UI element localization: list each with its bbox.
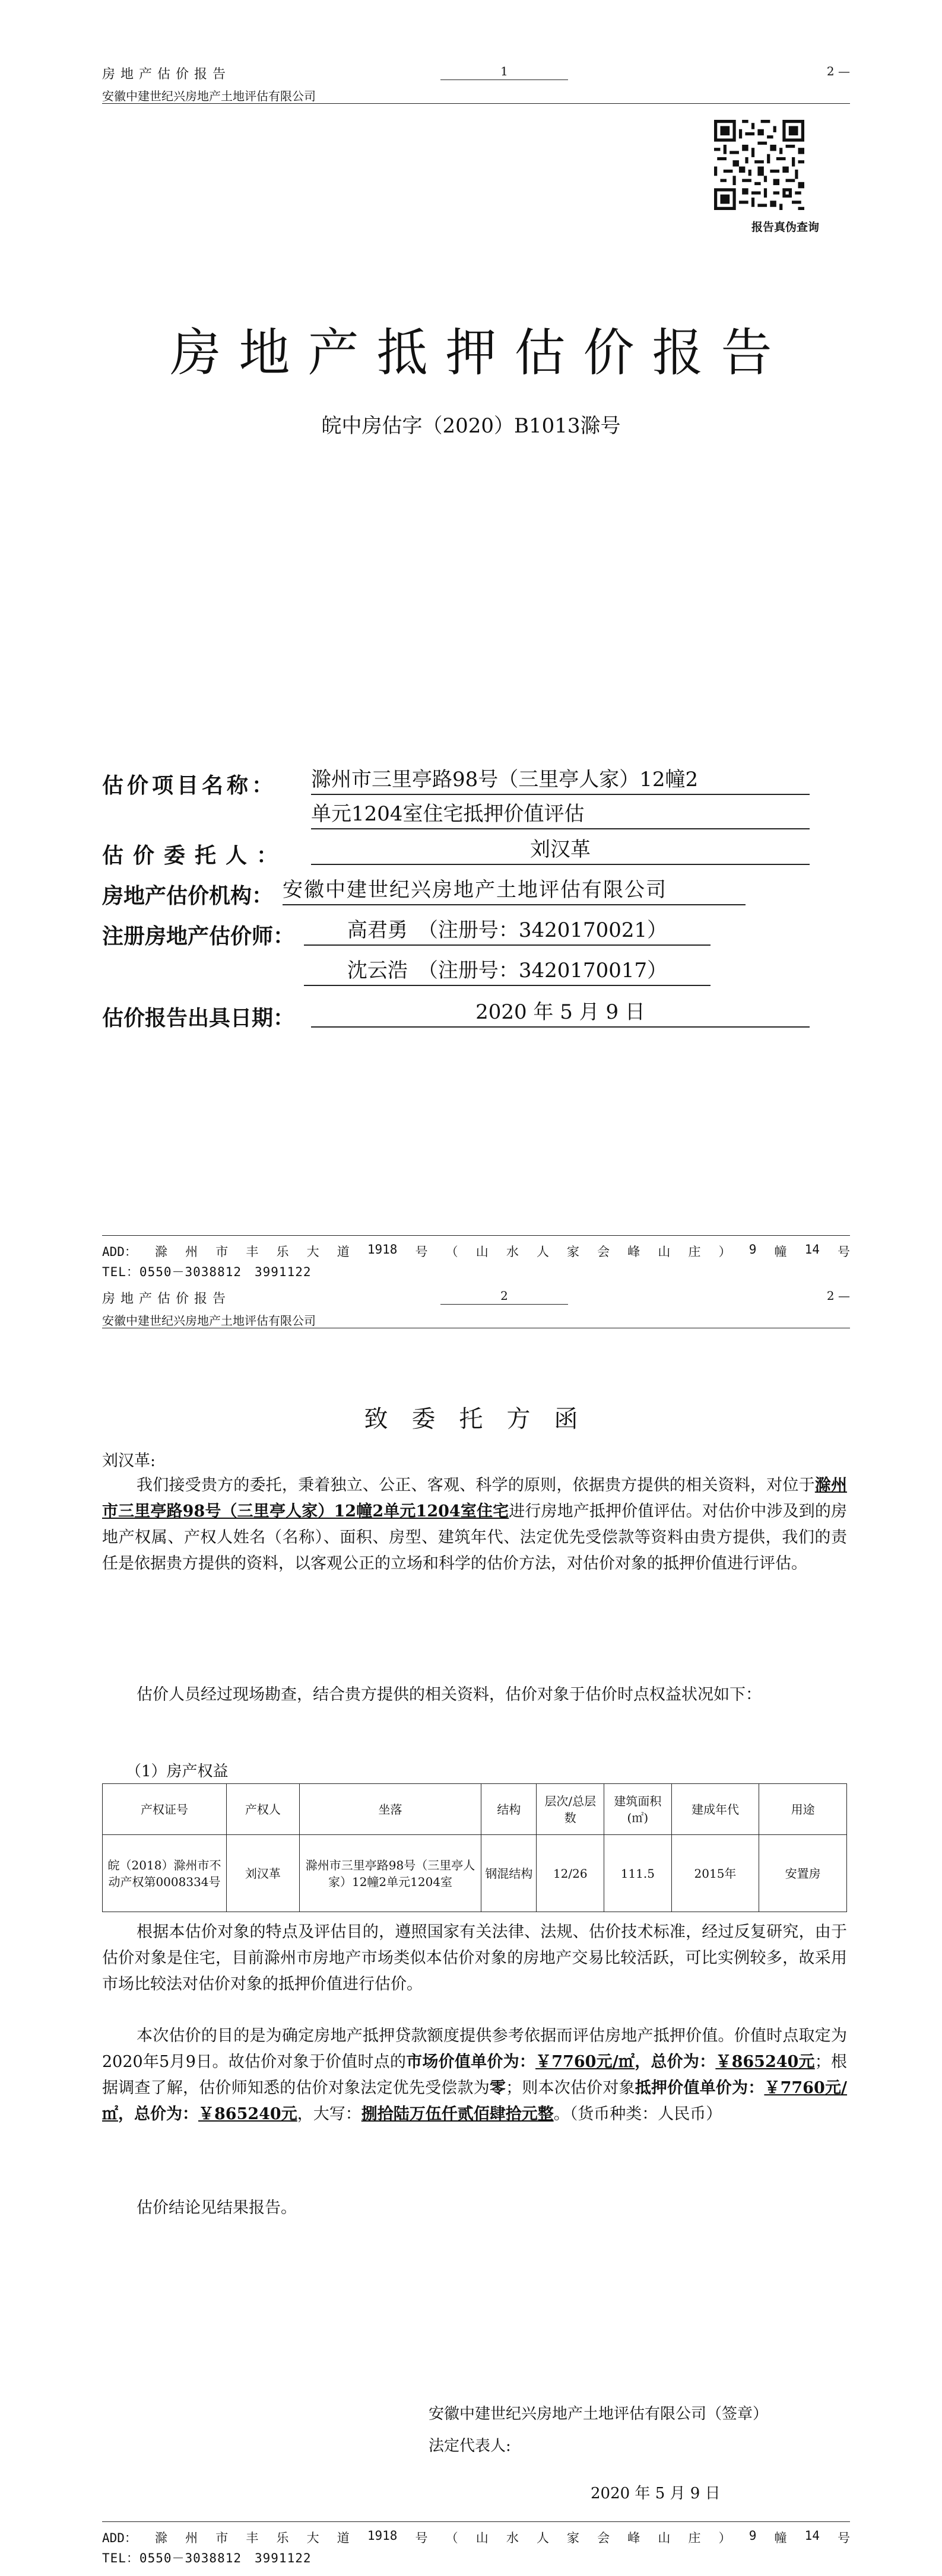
section-property-rights: （1）房产权益 xyxy=(126,1763,229,1780)
p1-text-c: 进行房地产抵押价值评估。对估价中涉及到的房地产权属、产权人姓名（名称）、面积、房型、建筑年代、法定优先受偿款等资料由贵方提供，我们的责任是依据贵方提供的资料，以客观公正的立场和科学的估价方法，对估价对象的抵押价值进行评估。 xyxy=(102,1502,847,1573)
footer-address-part: 人 xyxy=(536,1245,549,1259)
footer-address-part: 9 xyxy=(748,2529,757,2543)
qr-code-icon[interactable] xyxy=(714,120,804,210)
p4-text-f: ；根据调查了解，估价师知悉的估价对象法定优先受偿款为 xyxy=(102,2053,848,2097)
col-structure: 结构 xyxy=(481,1784,537,1835)
col-usage: 用途 xyxy=(759,1784,847,1835)
cell-floor: 12/26 xyxy=(537,1835,604,1912)
project-label: 估价项目名称： xyxy=(102,774,277,798)
appraiser-row-2 xyxy=(102,956,814,992)
issue-date-label: 估价报告出具日期： xyxy=(102,1006,295,1031)
footer-address-part: 州 xyxy=(185,2531,198,2545)
letter-title: 致委托方函 xyxy=(364,1405,602,1433)
appraiser-label: 注册房地产估价师： xyxy=(102,924,295,949)
priority-claim-value: 零 xyxy=(489,2079,506,2097)
page-number: 1 xyxy=(440,64,568,80)
footer-address-part: 峰 xyxy=(627,2531,640,2545)
table-header-row xyxy=(103,1784,847,1835)
p1-text-a: 我们接受贵方的委托，秉着独立、公正、客观、科学的原则，依据贵方提供的相关资料，对位于 xyxy=(137,1476,815,1494)
header-title: 房地产估价报告 xyxy=(102,1292,231,1306)
property-address: 滁州市三里亭路98号（三里亭人家）12幢2单元1204室住宅 xyxy=(102,1476,848,1521)
p4-text-h: ；则本次估价对象 xyxy=(506,2079,635,2097)
footer-address-part: 滁 xyxy=(155,1245,168,1259)
signature-legal-rep: 法定代表人: xyxy=(429,2437,511,2455)
footer-address-part: （ xyxy=(445,2531,458,2545)
footer-address-part: 滁 xyxy=(155,2531,168,2545)
footer-tel: TEL：0550－3038812 3991122 xyxy=(102,2551,312,2565)
footer-address-part: 号 xyxy=(415,2531,428,2545)
mortgage-total-price: ￥865240元 xyxy=(198,2105,297,2123)
mortgage-unit-price: ￥7760元/㎡ xyxy=(102,2079,848,2123)
paragraph-commission xyxy=(102,1473,847,1577)
footer-address-part: 14 xyxy=(804,2529,820,2543)
agency-row xyxy=(102,876,814,911)
paragraph-method: 根据本估价对象的特点及评估目的，遵照国家有关法律、法规、估价技术标准，经过反复研究，由于估价对象是住宅，目前滁州市房地产市场类似本估价对象的房地产交易比较活跃，可比实例较多，故采用市场比较法对估价对象的抵押价值进行估价。 xyxy=(102,1923,847,1993)
footer-address-part: 会 xyxy=(597,1245,610,1259)
report-cover-page xyxy=(0,0,942,1287)
cell-cert-no: 皖（2018）滁州市不动产权第0008334号 xyxy=(103,1835,227,1912)
footer-address-part: 1918 xyxy=(367,1242,398,1257)
agency-value: 安徽中建世纪兴房地产土地评估有限公司 xyxy=(283,876,746,905)
salutation: 刘汉革: xyxy=(102,1452,156,1470)
p4-text-a: 本次估价的目的是为确定房地产抵押贷款额度提供参考依据而评估房地产抵押价值。价值时点取定为2020年5月9日。故估价对象于价值时点的 xyxy=(102,2027,847,2071)
footer-address-part: 大 xyxy=(306,2531,319,2545)
report-number: 皖中房估字（2020）B1013滁号 xyxy=(321,414,621,438)
footer-address-part: ADD： xyxy=(102,2531,137,2545)
footer-address xyxy=(102,2529,850,2546)
footer-address xyxy=(102,1242,850,1260)
footer-tel: TEL：0550－3038812 3991122 xyxy=(102,1265,312,1279)
footer-address-part: 市 xyxy=(215,2531,229,2545)
footer-address-part: 家 xyxy=(567,1245,580,1259)
footer-address-part: 号 xyxy=(415,1245,428,1259)
footer-address-part: 大 xyxy=(306,1245,319,1259)
project-name-row xyxy=(102,765,814,801)
cell-usage: 安置房 xyxy=(759,1835,847,1912)
footer-address-part: 9 xyxy=(748,1242,757,1257)
footer-address-part: ） xyxy=(718,2531,731,2545)
paragraph-conclusion: 估价结论见结果报告。 xyxy=(137,2199,297,2217)
client-value: 刘汉革 xyxy=(311,835,810,865)
mortgage-unit-label: 抵押价值单价为： xyxy=(635,2079,765,2097)
project-name-row-cont xyxy=(102,800,814,835)
footer-address-part: 家 xyxy=(567,2531,580,2545)
footer-address-part: 人 xyxy=(536,2531,549,2545)
footer-address-part: 市 xyxy=(215,1245,229,1259)
qr-caption: 报告真伪查询 xyxy=(751,221,820,234)
footer-address-part: ADD： xyxy=(102,1245,137,1259)
footer-address-part: 水 xyxy=(506,2531,519,2545)
footer-rule xyxy=(102,2521,850,2522)
appraiser-row xyxy=(102,916,814,952)
footer-address-part: 山 xyxy=(475,2531,489,2545)
appraiser1-value: 高君勇 （注册号：3420170021） xyxy=(304,916,711,946)
table-row xyxy=(103,1835,847,1912)
market-total-label: ，总价为： xyxy=(635,2053,716,2071)
p4-text-m: ，大写： xyxy=(297,2105,361,2123)
footer-address-part: （ xyxy=(445,1245,458,1259)
page-total: 2 — xyxy=(826,1289,850,1303)
market-total-price: ￥865240元 xyxy=(715,2053,815,2071)
footer-address-part: 山 xyxy=(658,1245,671,1259)
p4-text-o: 。（货币种类：人民币） xyxy=(553,2105,722,2123)
footer-address-part: 幢 xyxy=(774,2531,787,2545)
agency-label: 房地产估价机构： xyxy=(102,884,274,908)
footer-address-part: 丰 xyxy=(246,2531,259,2545)
footer-address-part: 号 xyxy=(837,1245,850,1259)
footer-address-part: 道 xyxy=(337,2531,350,2545)
signature-date: 2020 年 5 月 9 日 xyxy=(591,2485,721,2502)
cell-location: 滁州市三里亭路98号（三里亭人家）12幢2单元1204室 xyxy=(299,1835,481,1912)
footer-address-part: 庄 xyxy=(688,2531,701,2545)
appraiser2-value: 沈云浩 （注册号：3420170017） xyxy=(304,956,711,986)
issue-date-row xyxy=(102,998,814,1033)
cover-letter-page xyxy=(0,1287,942,2576)
col-built-year: 建成年代 xyxy=(671,1784,759,1835)
client-label: 估价委托人： xyxy=(102,844,288,868)
col-area: 建筑面积(㎡) xyxy=(604,1784,672,1835)
market-unit-price: ￥7760元/㎡ xyxy=(535,2053,635,2071)
footer-address-part: 庄 xyxy=(688,1245,701,1259)
header-company: 安徽中建世纪兴房地产土地评估有限公司 xyxy=(102,89,316,103)
footer-address-part: 号 xyxy=(837,2531,850,2545)
cell-area: 111.5 xyxy=(604,1835,672,1912)
footer-address-part: 峰 xyxy=(627,1245,640,1259)
header-title: 房地产估价报告 xyxy=(102,67,231,82)
cell-built-year: 2015年 xyxy=(671,1835,759,1912)
col-owner: 产权人 xyxy=(227,1784,300,1835)
project-value-line1: 滁州市三里亭路98号（三里亭人家）12幢2 xyxy=(311,765,810,795)
col-location: 坐落 xyxy=(299,1784,481,1835)
footer-address-part: 会 xyxy=(597,2531,610,2545)
market-unit-label: 市场价值单价为： xyxy=(406,2053,536,2071)
cell-structure: 钢混结构 xyxy=(481,1835,537,1912)
footer-address-part: 山 xyxy=(658,2531,671,2545)
header-rule xyxy=(102,103,850,104)
footer-address-part: 1918 xyxy=(367,2529,398,2543)
signature-company: 安徽中建世纪兴房地产土地评估有限公司（签章） xyxy=(429,2405,769,2423)
amount-in-words: 捌拾陆万伍仟贰佰肆拾元整 xyxy=(361,2105,554,2123)
page-total: 2 — xyxy=(826,64,850,78)
project-value-line2: 单元1204室住宅抵押价值评估 xyxy=(311,800,810,829)
footer-address-part: 14 xyxy=(804,1242,820,1257)
footer-address-part: 丰 xyxy=(246,1245,259,1259)
mortgage-total-label: ，总价为： xyxy=(118,2105,198,2123)
report-title: 房地产抵押估价报告 xyxy=(170,323,790,383)
footer-address-part: 幢 xyxy=(774,1245,787,1259)
footer-rule xyxy=(102,1235,850,1236)
paragraph-valuation xyxy=(102,2023,847,2127)
footer-address-part: 州 xyxy=(185,1245,198,1259)
footer-address-part: 山 xyxy=(475,1245,489,1259)
cell-owner: 刘汉革 xyxy=(227,1835,300,1912)
footer-address-part: 水 xyxy=(506,1245,519,1259)
footer-address-part: 乐 xyxy=(276,2531,289,2545)
col-cert-no: 产权证号 xyxy=(103,1784,227,1835)
footer-address-part: ） xyxy=(718,1245,731,1259)
footer-address-part: 乐 xyxy=(276,1245,289,1259)
client-row xyxy=(102,835,814,871)
running-header xyxy=(102,64,850,106)
col-floor: 层次/总层数 xyxy=(537,1784,604,1835)
footer-address-part: 道 xyxy=(337,1245,350,1259)
running-header xyxy=(102,1289,850,1330)
issue-date-value: 2020 年 5 月 9 日 xyxy=(311,998,810,1028)
property-rights-table xyxy=(102,1783,847,1912)
page-number: 2 xyxy=(440,1289,568,1305)
header-company: 安徽中建世纪兴房地产土地评估有限公司 xyxy=(102,1314,316,1328)
paragraph-survey: 估价人员经过现场勘查，结合贵方提供的相关资料，估价对象于估价时点权益状况如下： xyxy=(137,1685,762,1704)
